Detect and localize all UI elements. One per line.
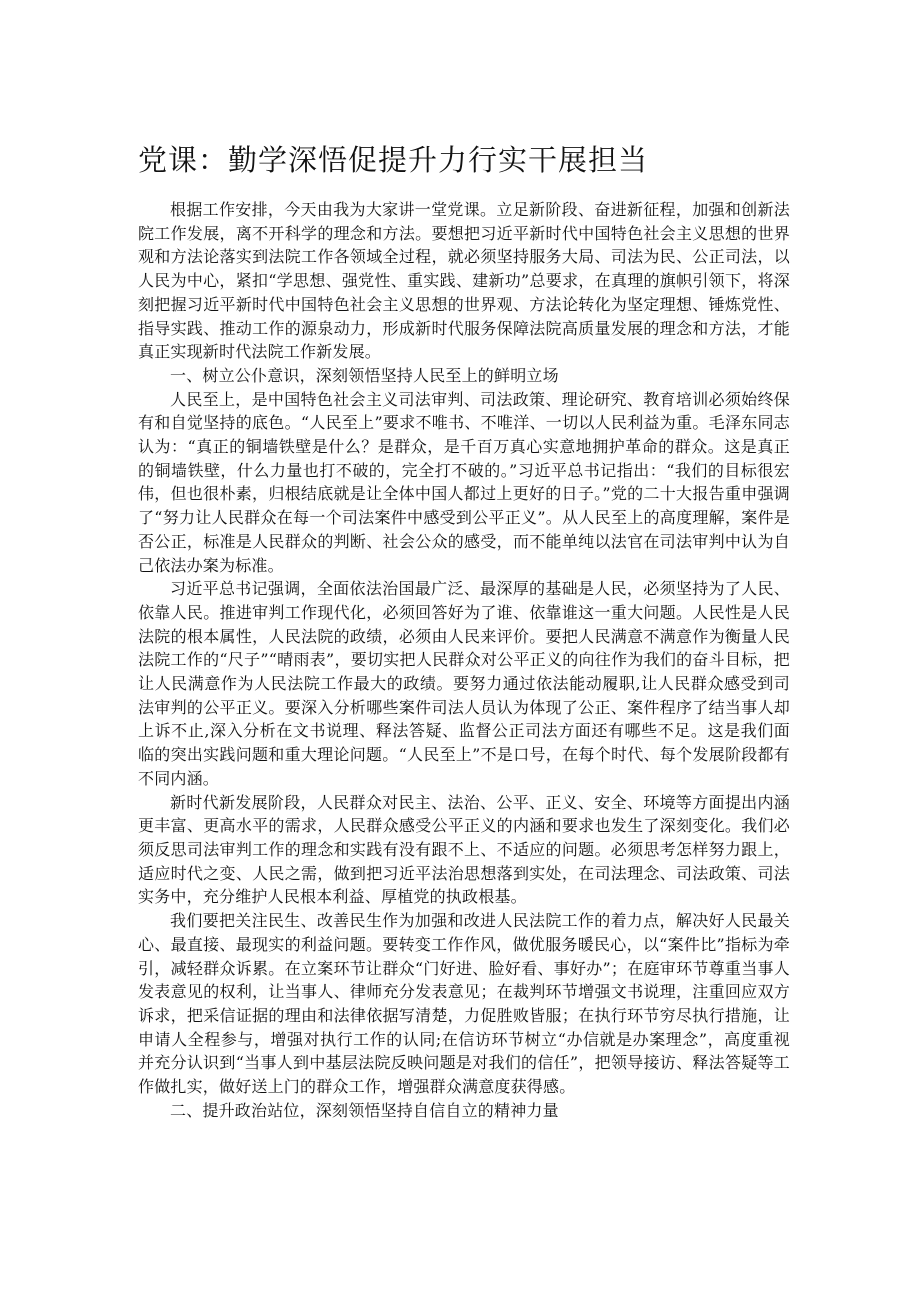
- document-title: 党课：勤学深悟促提升力行实干展担当: [138, 143, 649, 177]
- body-paragraph-livelihood: 我们要把关注民生、改善民生作为加强和改进人民法院工作的着力点，解决好人民最关心、最直接、最现实的利益问题。要转变工作作风，做优服务暖民心，以“案件比”指标为牵引，减轻群众诉累。在立案环节让群众“门好进、脸好看、事好办”；在庭审环节尊重当事人发表意见的权利，让当事人、律师充分发表意见；在裁判环节增强文书说理，注重回应双方诉求，把采信证据的理由和法律依据写清楚，力促胜败皆服；在执行环节穷尽执行措施，让申请人全程参与，增强对执行工作的认同;在信访环节树立“办信就是办案理念”，高度重视并充分认识到“当事人到中基层法院反映问题是对我们的信任”，把领导接访、释法答疑等工作做扎实，做好送上门的群众工作，增强群众满意度获得感。: [138, 911, 790, 1097]
- body-paragraph-people-first: 人民至上，是中国特色社会主义司法审判、司法政策、理论研究、教育培训必须始终保有和自觉坚持的底色。“人民至上”要求不唯书、不唯洋、一切以人民利益为重。毛泽东同志认为：“真正的铜墙铁壁是什么？是群众，是千百万真心实意地拥护革命的群众。这是真正的铜墙铁壁，什么力量也打不破的，完全打不破的。”习近平总书记指出：“我们的目标很宏伟，但也很朴素，归根结底就是让全体中国人都过上更好的日子。”党的二十大报告重申强调了“努力让人民群众在每一个司法案件中感受到公平正义”。从人民至上的高度理解，案件是否公正，标准是人民群众的判断、社会公众的感受，而不能单纯以法官在司法审判中认为自己依法办案为标准。: [138, 389, 790, 575]
- body-paragraph-new-era: 新时代新发展阶段，人民群众对民主、法治、公平、正义、安全、环境等方面提出内涵更丰富、更高水平的需求，人民群众感受公平正义的内涵和要求也发生了深刻变化。我们必须反思司法审判工作的理念和实践有没有跟不上、不适应的问题。必须思考怎样努力跟上，适应时代之变、人民之需，做到把习近平法治思想落到实处，在司法理念、司法政策、司法实务中，充分维护人民根本利益、厚植党的执政根基。: [138, 792, 790, 907]
- body-paragraph-rule-of-law: 习近平总书记强调，全面依法治国最广泛、最深厚的基础是人民，必须坚持为了人民、依靠人民。推进审判工作现代化，必须回答好为了谁、依靠谁这一重大问题。人民性是人民法院的根本属性，人民法院的政绩，必须由人民来评价。要把人民满意不满意作为衡量人民法院工作的“尺子”“晴雨表”，要切实把人民群众对公平正义的向往作为我们的奋斗目标，把让人民满意作为人民法院工作最大的政绩。要努力通过依法能动履职,让人民群众感受到司法审判的公平正义。要深入分析哪些案件司法人员认为体现了公正、案件程序了结当事人却上诉不止,深入分析在文书说理、释法答疑、监督公正司法方面还有哪些不足。这是我们面临的突出实践问题和重大理论问题。“人民至上”不是口号，在每个时代、每个发展阶段都有不同内涵。: [138, 579, 790, 788]
- intro-paragraph: 根据工作安排，今天由我为大家讲一堂党课。立足新阶段、奋进新征程，加强和创新法院工作发展，离不开科学的理念和方法。要想把习近平新时代中国特色社会主义思想的世界观和方法论落实到法院工作各领域全过程，就必须坚持服务大局、司法为民、公正司法，以人民为中心，紧扣“学思想、强党性、重实践、建新功”总要求，在真理的旗帜引领下，将深刻把握习近平新时代中国特色社会主义思想的世界观、方法论转化为坚定理想、锤炼党性、指导实践、推动工作的源泉动力，形成新时代服务保障法院高质量发展的理念和方法，才能真正实现新时代法院工作新发展。: [138, 200, 790, 362]
- document-page: [138, 140, 790, 1122]
- section-heading-1: 一、树立公仆意识，深刻领悟坚持人民至上的鲜明立场: [170, 365, 559, 385]
- section-heading-2: 二、提升政治站位，深刻领悟坚持自信自立的精神力量: [170, 1100, 559, 1120]
